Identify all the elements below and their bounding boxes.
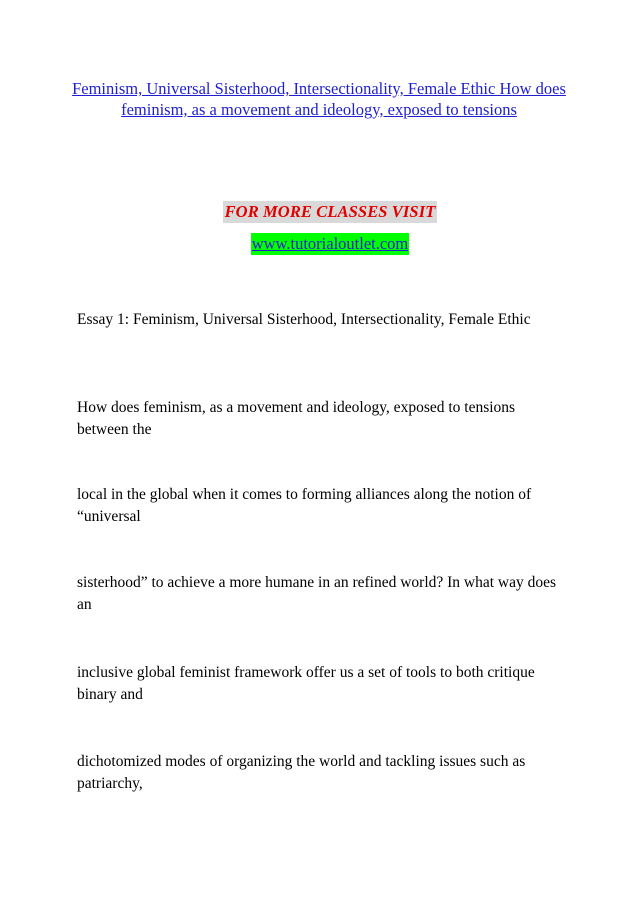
site-url-link[interactable]: www.tutorialoutlet.com: [251, 234, 409, 253]
essay-heading-paragraph: Essay 1: Feminism, Universal Sisterhood, Intersectionality, Female Ethic: [77, 311, 531, 328]
visit-heading: FOR MORE CLASSES VISIT: [224, 202, 436, 221]
visit-heading-row: [0, 201, 638, 223]
body-paragraph: How does feminism, as a movement and ideology, exposed to tensions between the: [77, 399, 516, 438]
body-paragraph: sisterhood” to achieve a more humane in an refined world? In what way does an: [77, 574, 557, 613]
document-title-link[interactable]: Feminism, Universal Sisterhood, Intersectionality, Female Ethic How does feminism, as a movement and ideology, exposed to tensions: [72, 79, 566, 119]
body-paragraph: inclusive global feminist framework offer us a set of tools to both critique binary and: [77, 664, 535, 703]
body-paragraph: dichotomized modes of organizing the world and tackling issues such as patriarchy,: [77, 753, 526, 792]
site-link-row: [0, 233, 638, 255]
body-paragraph: local in the global when it comes to forming alliances along the notion of “universal: [77, 486, 532, 525]
